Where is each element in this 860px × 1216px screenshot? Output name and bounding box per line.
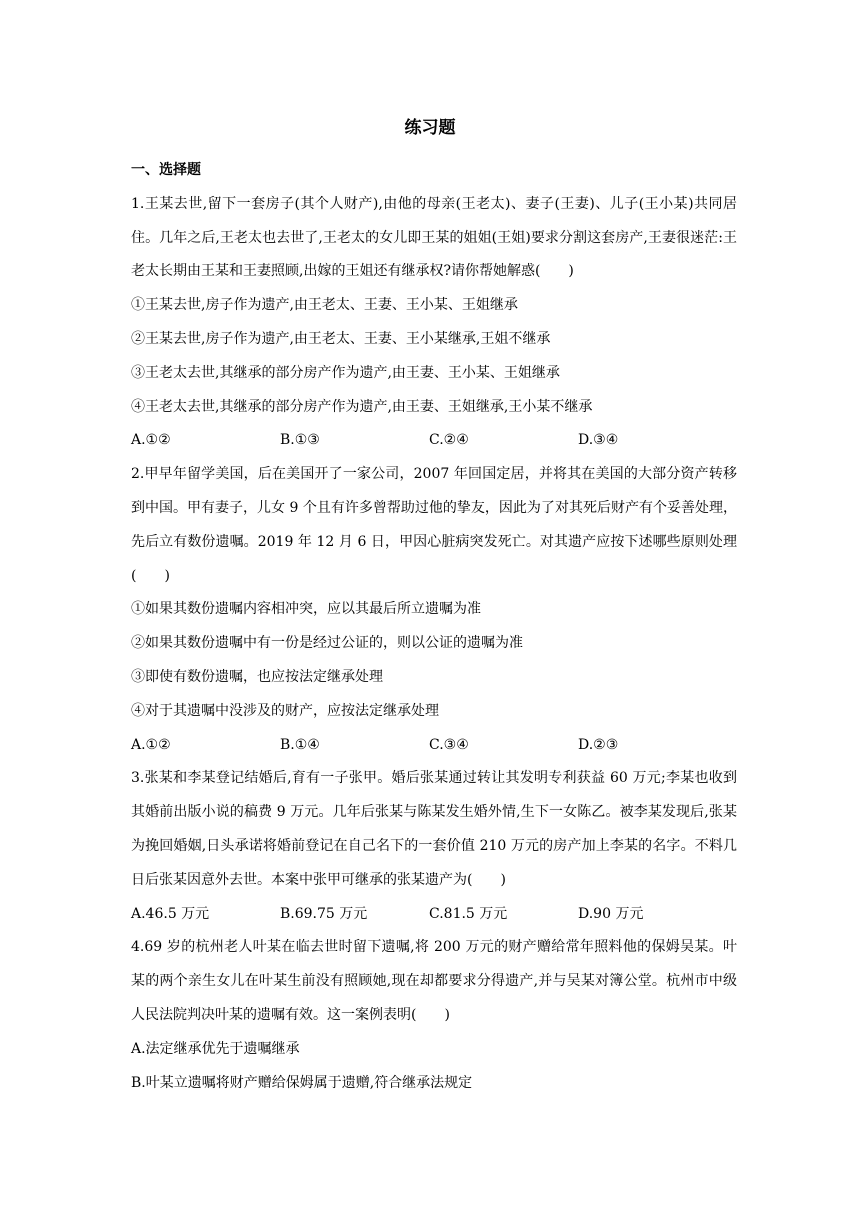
choice-d: D.90 万元 — [578, 905, 644, 922]
answer-choices — [131, 424, 737, 458]
question-4 — [131, 931, 737, 1100]
answer-choices — [131, 898, 737, 932]
statement-item: ③即使有数份遗嘱，也应按法定继承处理 — [131, 668, 383, 685]
statement-item: ①如果其数份遗嘱内容相冲突，应以其最后所立遗嘱为准 — [131, 601, 481, 618]
statement-item: ①王某去世,房子作为遗产,由王老太、王妻、王小某、王姐继承 — [131, 297, 518, 314]
statement-item: ④对于其遗嘱中没涉及的财产，应按法定继承处理 — [131, 702, 439, 719]
choice-b: B.叶某立遗嘱将财产赠给保姆属于遗赠,符合继承法规定 — [131, 1074, 473, 1091]
section-heading: 一、选择题 — [131, 162, 201, 178]
statement-item: ③王老太去世,其继承的部分房产作为遗产,由王妻、王小某、王姐继承 — [131, 364, 560, 381]
question-stem: 2.甲早年留学美国，后在美国开了一家公司，2007 年回国定居，并将其在美国的大部分资产转移到中国。甲有妻子，儿女 9 个且有许多曾帮助过他的挚友，因此为了对其死后财产有个妥善处理，先后立有数份遗嘱。2019 年 12 月 6 日，甲因心脏病突发死亡。对其遗产应按下述哪些原则处理( ) — [131, 466, 737, 584]
statement-item: ④王老太去世,其继承的部分房产作为遗产,由王妻、王姐继承,王小某不继承 — [131, 398, 593, 415]
question-stem: 4.69 岁的杭州老人叶某在临去世时留下遗嘱,将 200 万元的财产赠给常年照料他的保姆吴某。叶某的两个亲生女儿在叶某生前没有照顾她,现在却都要求分得遗产,并与吴某对簿公堂。杭州市中级人民法院判决叶某的遗嘱有效。这一案例表明( ) — [131, 939, 737, 1023]
question-3 — [131, 762, 737, 931]
question-stem: 3.张某和李某登记结婚后,育有一子张甲。婚后张某通过转让其发明专利获益 60 万元;李某也收到其婚前出版小说的稿费 9 万元。几年后张某与陈某发生婚外情,生下一女陈乙。被李某发现后,张某为挽回婚姻,日头承诺将婚前登记在自己名下的一套价值 210 万元的房产加上李某的名字。不料几日后张某因意外去世。本案中张甲可继承的张某遗产为( ) — [131, 770, 737, 888]
choice-a: A.①② — [131, 432, 171, 449]
statement-item: ②如果其数份遗嘱中有一份是经过公证的，则以公证的遗嘱为准 — [131, 635, 523, 652]
statement-item: ②王某去世,房子作为遗产,由王老太、王妻、王小某继承,王姐不继承 — [131, 330, 551, 347]
choice-a: A.①② — [131, 736, 171, 753]
choice-b: B.①③ — [280, 432, 320, 449]
choice-d: D.③④ — [578, 432, 619, 449]
answer-choices — [131, 729, 737, 763]
document-body — [131, 154, 737, 1100]
question-2 — [131, 458, 737, 762]
question-1 — [131, 188, 737, 458]
page-title: 练习题 — [404, 118, 456, 138]
choice-b: B.69.75 万元 — [280, 905, 368, 922]
question-stem: 1.王某去世,留下一套房子(其个人财产),由他的母亲(王老太)、妻子(王妻)、儿子(王小某)共同居住。几年之后,王老太也去世了,王老太的女儿即王某的姐姐(王姐)要求分割这套房产,王妻很迷茫:王老太长期由王某和王妻照顾,出嫁的王姐还有继承权?请你帮她解惑( ) — [131, 195, 737, 280]
choice-c: C.②④ — [429, 432, 469, 449]
choice-d: D.②③ — [578, 736, 619, 753]
choice-c: C.81.5 万元 — [429, 905, 508, 922]
choice-c: C.③④ — [429, 736, 469, 753]
choice-a: A.法定继承优先于遗嘱继承 — [131, 1040, 300, 1057]
choice-b: B.①④ — [280, 736, 320, 753]
choice-a: A.46.5 万元 — [131, 905, 210, 922]
